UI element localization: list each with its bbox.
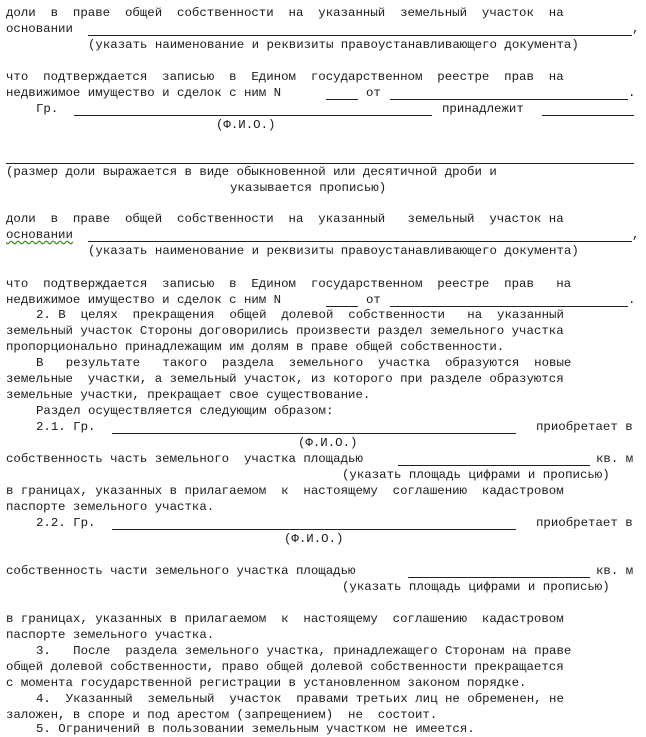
passport-line-2: паспорте земельного участка. [6, 628, 215, 642]
clause-3-line-1: 3. После раздела земельного участка, принадлежащего Сторонам на праве [36, 644, 572, 658]
basis-label-2: основании [6, 228, 73, 242]
belongs-label: принадлежит [442, 102, 524, 116]
area-field-2[interactable] [408, 577, 590, 578]
fio-hint: (Ф.И.О.) [216, 118, 276, 132]
registry-number-field[interactable] [326, 99, 358, 100]
period-2: . [628, 293, 636, 307]
boundaries-line-1: в границах, указанных в прилагаемом к настоящему соглашению кадастровом [6, 484, 564, 498]
clause-2-line-2: земельный участок Стороны договорились произвести раздел земельного участка [6, 324, 564, 338]
result-line-3: земельные участки, прекращает свое существование. [6, 388, 371, 402]
area-field-1[interactable] [398, 465, 590, 466]
area-label-2: собственность части земельного участка площадью [6, 564, 356, 578]
clause-3-line-2: общей долевой собственности, право общей долевой собственности прекращается [6, 660, 564, 674]
period: . [628, 86, 636, 100]
citizen-label: Гр. [36, 102, 59, 116]
clause-2-line-1: 2. В целях прекращения общей долевой собственности на указанный [36, 308, 564, 322]
clause-4-line-1: 4. Указанный земельный участок правами третьих лиц не обременен, не [36, 692, 564, 706]
citizen-name-field[interactable] [74, 115, 432, 116]
area-hint-2: (указать площадь цифрами и прописью) [342, 580, 610, 594]
clause-2-1-label: 2.1. Гр. [36, 420, 96, 434]
registry-date-field-2[interactable] [390, 306, 628, 307]
basis-document-field-2[interactable] [88, 241, 632, 242]
registry-line-2: что подтверждается записью в Едином государственном реестре прав на [6, 277, 572, 291]
registry-number-field-2[interactable] [326, 306, 358, 307]
sqm-label-2: кв. м [596, 564, 634, 578]
clause-2-2-label: 2.2. Гр. [36, 516, 96, 530]
belongs-field[interactable] [542, 115, 634, 116]
comma-2: , [632, 228, 640, 242]
clause-2-2-name-field[interactable] [112, 529, 516, 530]
acquires-label-2: приобретает в [536, 516, 633, 530]
registry-date-label-2: от [366, 293, 381, 307]
clause-2-line-3: пропорционально принадлежащим им долям в праве общей собственности. [6, 340, 505, 354]
basis-hint: (указать наименование и реквизиты правоустанавливающего документа) [88, 38, 579, 52]
acquires-label-1: приобретает в [536, 420, 633, 434]
clause-5-line: 5. Ограничений в пользовании земельным участком не имеется. [36, 722, 475, 736]
clause-3-line-3: с момента государственной регистрации в установленном законом порядке. [6, 676, 527, 690]
passport-line-1: паспорте земельного участка. [6, 500, 215, 514]
clause-2-1-name-field[interactable] [112, 433, 516, 434]
share-right-line-2: доли в праве общей собственности на указанный земельный участок на [6, 212, 564, 226]
area-hint-1: (указать площадь цифрами и прописью) [342, 468, 610, 482]
share-size-hint: (размер доли выражается в виде обыкновенной или десятичной дроби и [6, 165, 497, 179]
registry-date-label: от [366, 86, 381, 100]
basis-document-field[interactable] [88, 35, 632, 36]
registry-date-field[interactable] [390, 99, 628, 100]
clause-4-line-2: заложен, в споре и под арестом (запрещением) не состоит. [6, 708, 438, 722]
area-label-1: собственность часть земельного участка площадью [6, 452, 363, 466]
result-line-1: В результате такого раздела земельного участка образуются новые [36, 356, 572, 370]
result-line-2: земельные участки, а земельный участок, из которого при разделе образуются [6, 372, 564, 386]
registry-line: что подтверждается записью в Едином государственном реестре прав на [6, 70, 564, 84]
share-right-line: доли в праве общей собственности на указанный земельный участок на [6, 6, 564, 20]
share-size-hint-cont: указывается прописью) [230, 181, 387, 195]
share-size-field[interactable] [6, 163, 634, 164]
comma: , [632, 22, 640, 36]
division-intro: Раздел осуществляется следующим образом: [36, 404, 334, 418]
basis-label: основании [6, 22, 73, 36]
registry-number-label: недвижимое имущество и сделок с ним N [6, 86, 282, 100]
sqm-label-1: кв. м [596, 452, 634, 466]
basis-hint-2: (указать наименование и реквизиты правоустанавливающего документа) [88, 244, 579, 258]
registry-number-label-2: недвижимое имущество и сделок с ним N [6, 293, 282, 307]
fio-hint-3: (Ф.И.О.) [284, 532, 344, 546]
fio-hint-2: (Ф.И.О.) [298, 436, 358, 450]
boundaries-line-2: в границах, указанных в прилагаемом к настоящему соглашению кадастровом [6, 612, 564, 626]
